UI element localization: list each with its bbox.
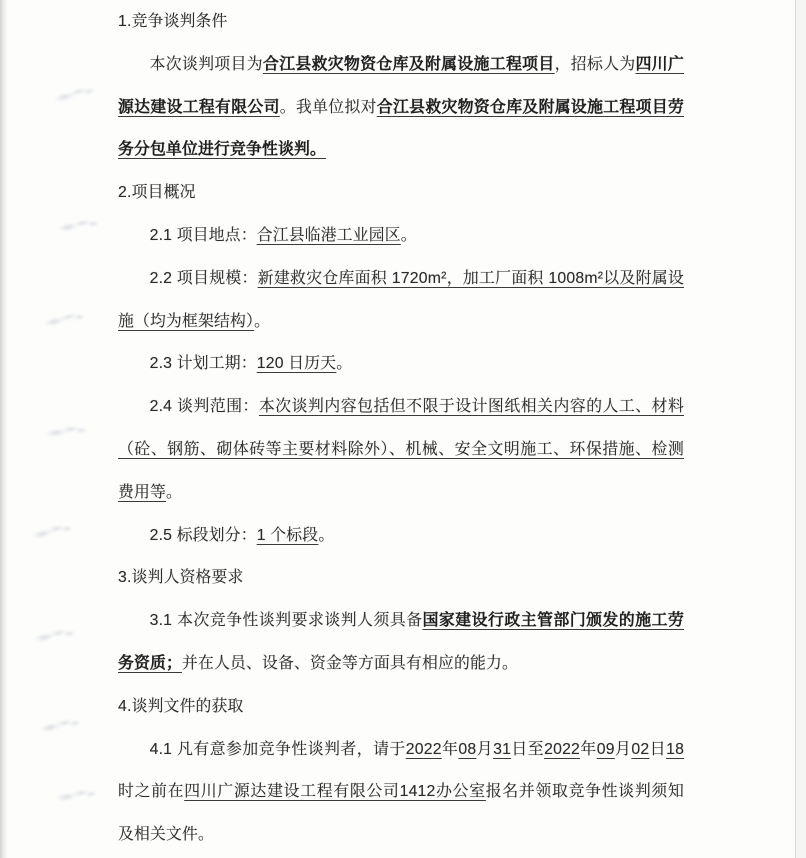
text-run: 国家建设行政主管部门颁发的施工劳: [422, 612, 685, 630]
text-line-sec4-1-line3: [118, 814, 684, 857]
text-run: 2022: [405, 740, 442, 758]
text-run: 1 个标段: [256, 526, 319, 544]
text-line-sec2-5: [118, 515, 684, 558]
text-run: 2.3 计划工期：: [149, 355, 257, 373]
text-run: 。: [400, 226, 417, 244]
text-run: 四川广源达建设工程有限公司1412办公室: [184, 783, 486, 801]
scan-smudge: [53, 83, 95, 104]
text-run: 3.1 本次竞争性谈判要求谈判人须具备: [149, 612, 423, 630]
page-right-edge-line: [795, 0, 796, 858]
text-run: 四川广: [635, 55, 684, 73]
text-run: 本次谈判内容包括但不限于设计图纸相关内容的人工、材料: [258, 398, 685, 416]
text-line-sec3-1-line1: [118, 600, 684, 643]
scan-smudge: [55, 786, 96, 803]
text-run: 。: [318, 526, 335, 544]
text-run: 及相关文件。: [118, 826, 214, 844]
text-line-heading-1: [118, 1, 684, 44]
text-run: 2.5 标段划分：: [149, 526, 257, 544]
text-run: 4.谈判文件的获取: [118, 697, 244, 715]
page-left-edge: [0, 0, 8, 858]
text-run: 务分包单位进行竞争性谈判。: [118, 141, 326, 159]
text-run: 02: [631, 740, 650, 758]
scan-smudge: [31, 521, 73, 542]
text-run: 2.4 谈判范围：: [149, 398, 259, 416]
text-run: （砼、钢筋、砌体砖等主要材料除外）、机械、安全文明施工、环保措施、检测: [118, 440, 684, 458]
text-run: 年: [580, 740, 597, 758]
text-run: 合江县救灾物资仓库及附属设施工程项目: [263, 55, 555, 73]
scan-smudge: [45, 423, 86, 440]
text-line-sec4-1-line2: [118, 771, 684, 814]
scan-smudge: [57, 216, 98, 234]
page-right-edge: [796, 0, 806, 858]
text-run: 2.1 项目地点：: [149, 226, 257, 244]
text-run: 新建救灾仓库面积 1720m²，加工厂面积 1008m²以及附属设: [257, 269, 684, 287]
text-run: 本次谈判项目为: [149, 55, 263, 73]
text-line-sec2-4-line3: [118, 472, 684, 515]
text-line-sec2-2-line2: [118, 301, 684, 344]
text-line-heading-4: [118, 686, 684, 729]
text-run: 合江县救灾物资仓库及附属设施工程项目劳: [376, 98, 684, 116]
text-run: 年: [441, 740, 459, 758]
text-run: 2.项目概况: [118, 184, 196, 202]
text-run: 报名并领取竞争性谈判须知: [485, 783, 684, 801]
text-line-sec2-2-line1: [118, 258, 684, 301]
text-run: 源达建设工程有限公司: [118, 98, 280, 116]
text-run: ，招标人为: [554, 55, 636, 73]
text-run: 31: [493, 740, 512, 758]
scan-smudge: [39, 715, 81, 734]
text-line-sec2-3: [118, 343, 684, 386]
text-run: 。我单位拟对: [279, 98, 377, 116]
text-run: 18: [666, 740, 685, 758]
text-line-sec2-1: [118, 215, 684, 258]
text-run: 日: [649, 740, 667, 758]
text-run: 月: [614, 740, 632, 758]
text-run: 合江县临港工业园区: [256, 226, 401, 244]
text-run: 1.竞争谈判条件: [118, 13, 228, 30]
text-run: 3.谈判人资格要求: [118, 569, 244, 587]
document-body: [118, 1, 684, 857]
text-line-sec2-4-line2: [118, 429, 684, 472]
text-line-heading-2: [118, 172, 684, 215]
text-run: 2022: [544, 740, 581, 758]
text-run: 。: [166, 483, 182, 501]
text-line-sec4-1-line1: [118, 729, 684, 772]
text-run: 2.2 项目规模：: [149, 269, 258, 287]
text-run: 月: [476, 740, 494, 758]
text-run: 日至: [511, 740, 545, 758]
text-line-sec3-1-line2: [118, 643, 684, 686]
scan-smudge: [33, 626, 74, 645]
text-run: 并在人员、设备、资金等方面具有相应的能力。: [182, 654, 518, 672]
text-run: 4.1 凡有意参加竞争性谈判者，请于: [149, 740, 406, 758]
text-run: 施（均为框架结构）: [118, 312, 255, 330]
text-run: 。: [336, 355, 353, 373]
text-line-sec2-4-line1: [118, 386, 684, 429]
text-run: 。: [254, 312, 271, 330]
text-run: 08: [458, 740, 477, 758]
text-run: 09: [596, 740, 615, 758]
text-line-heading-3: [118, 557, 684, 600]
text-run: 务资质；: [118, 654, 182, 672]
scan-smudge: [43, 309, 85, 329]
text-run: 费用等: [118, 483, 166, 501]
text-run: 时之前在: [118, 783, 185, 801]
text-line-para1-line1: [118, 44, 684, 87]
text-run: 120 日历天: [256, 355, 337, 373]
text-line-para1-line3: [118, 129, 684, 172]
text-line-para1-line2: [118, 87, 684, 130]
